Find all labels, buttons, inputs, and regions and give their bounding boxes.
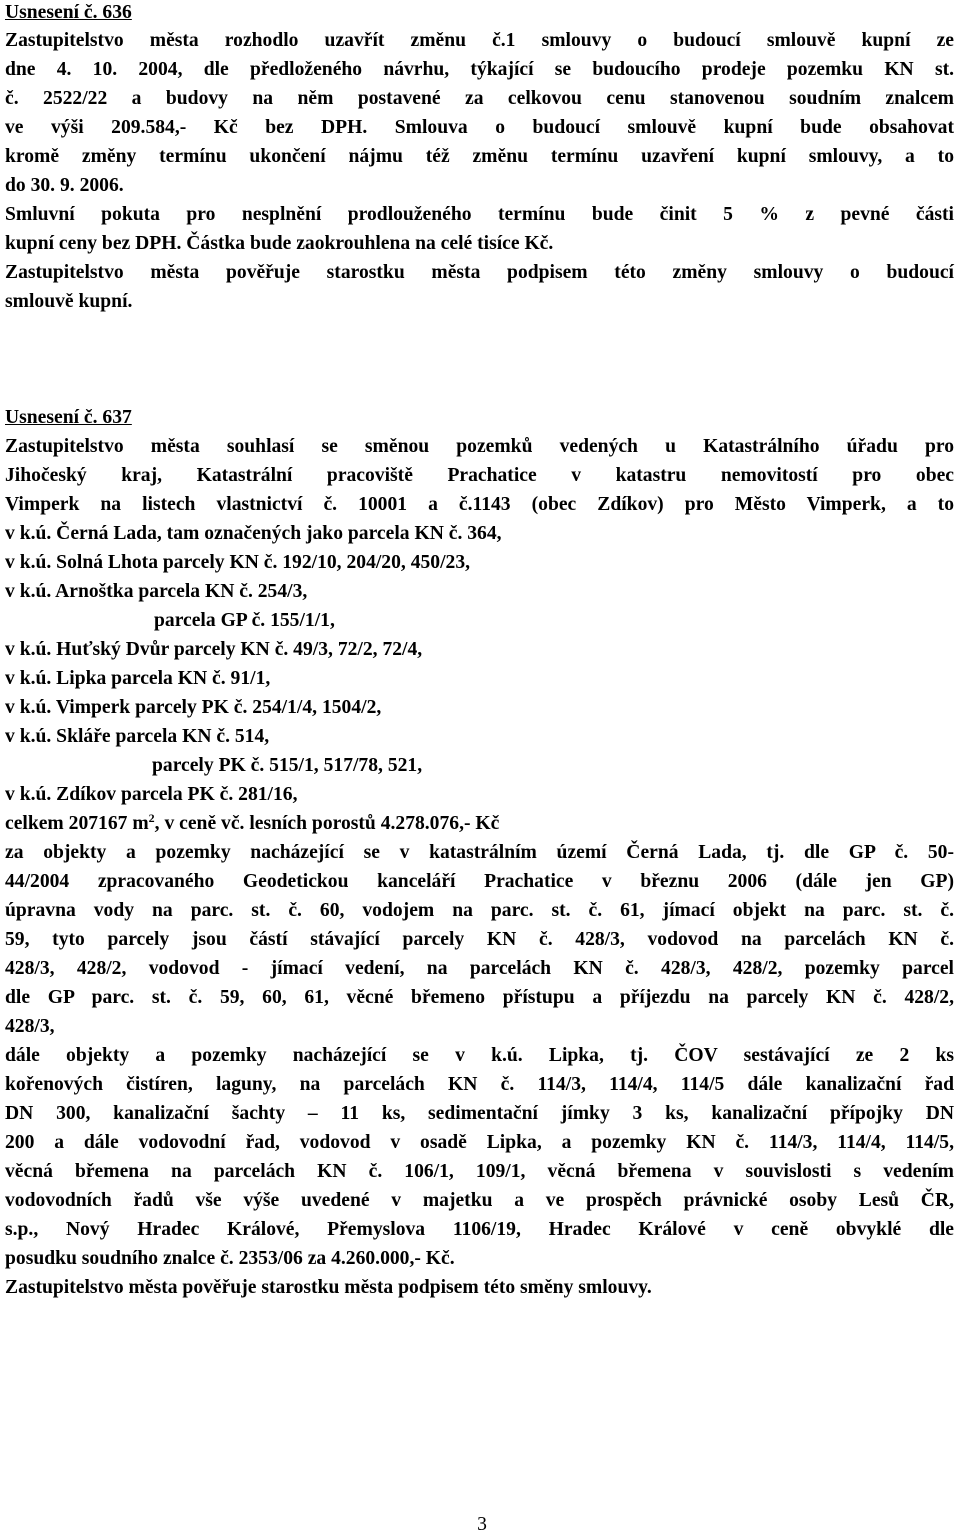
text-line: kořenových čistíren, laguny, na parcelách KN č. 114/3, 114/4, 114/5 dále kanalizační řad (5, 1074, 954, 1095)
parcel-line: v k.ú. Lipka parcela KN č. 91/1, (5, 668, 271, 689)
parcel-line: v k.ú. Vimperk parcely PK č. 254/1/4, 1504/2, (5, 697, 382, 718)
parcel-line: parcela GP č. 155/1/1, (154, 610, 335, 631)
total-area-text: celkem 207167 m (5, 813, 149, 834)
text-line: ve výši 209.584,- Kč bez DPH. Smlouva o budoucí smlouvě kupní bude obsahovat (5, 117, 954, 138)
text-line: Vimperk na listech vlastnictví č. 10001 a č.1143 (obec Zdíkov) pro Město Vimperk, a to (5, 494, 954, 515)
text-line: posudku soudního znalce č. 2353/06 za 4.260.000,- Kč. (5, 1248, 455, 1269)
parcel-line: v k.ú. Skláře parcela KN č. 514, (5, 726, 270, 747)
total-price-text: , v ceně vč. lesních porostů 4.278.076,- Kč (154, 813, 500, 834)
page-number: 3 (477, 1514, 487, 1535)
text-line: Jihočeský kraj, Katastrální pracoviště Prachatice v katastru nemovitostí pro obec (5, 465, 954, 486)
text-line: dále objekty a pozemky nacházející se v k.ú. Lipka, tj. ČOV sestávající ze 2 ks (5, 1045, 954, 1066)
text-line: Smluvní pokuta pro nesplnění prodlouženého termínu bude činit 5 % z pevné části (5, 204, 954, 225)
text-line: kromě změny termínu ukončení nájmu též změnu termínu uzavření kupní smlouvy, a to (5, 146, 954, 167)
text-line: 200 a dále vodovodní řad, vodovod v osadě Lipka, a pozemky KN č. 114/3, 114/4, 114/5, (5, 1132, 954, 1153)
parcel-line: parcely PK č. 515/1, 517/78, 521, (152, 755, 423, 776)
text-line: 428/3, 428/2, vodovod - jímací vedení, na parcelách KN č. 428/3, 428/2, pozemky parcel (5, 958, 954, 979)
text-line: 44/2004 zpracovaného Geodetickou kanceláří Prachatice v březnu 2006 (dále jen GP) (5, 871, 954, 892)
parcel-line: v k.ú. Černá Lada, tam označených jako parcela KN č. 364, (5, 523, 502, 544)
text-line: kupní ceny bez DPH. Částka bude zaokrouhlena na celé tisíce Kč. (5, 233, 554, 254)
parcel-line: v k.ú. Solná Lhota parcely KN č. 192/10, 204/20, 450/23, (5, 552, 471, 573)
text-line: Zastupitelstvo města pověřuje starostku města podpisem této směny smlouvy. (5, 1277, 652, 1298)
resolution-637-heading: Usnesení č. 637 (5, 407, 132, 428)
text-line: s.p., Nový Hradec Králové, Přemyslova 1106/19, Hradec Králové v ceně obvyklé dle (5, 1219, 954, 1240)
total-area-line (5, 812, 954, 836)
parcel-line: v k.ú. Zdíkov parcela PK č. 281/16, (5, 784, 298, 805)
text-line: úpravna vody na parc. st. č. 60, vodojem na parc. st. č. 61, jímací objekt na parc. st. č. (5, 900, 954, 921)
text-line: 59, tyto parcely jsou částí stávající parcely KN č. 428/3, vodovod na parcelách KN č. (5, 929, 954, 950)
parcel-line: v k.ú. Arnoštka parcela KN č. 254/3, (5, 581, 308, 602)
resolution-636-heading: Usnesení č. 636 (5, 2, 132, 23)
text-line: smlouvě kupní. (5, 291, 133, 312)
text-line: DN 300, kanalizační šachty – 11 ks, sedimentační jímky 3 ks, kanalizační přípojky DN (5, 1103, 954, 1124)
text-line: 428/3, (5, 1016, 55, 1037)
text-line: vodovodních řadů vše výše uvedené v majetku a ve prospěch právnické osoby Lesů ČR, (5, 1190, 954, 1211)
text-line: dne 4. 10. 2004, dle předloženého návrhu, týkající se budoucího prodeje pozemku KN st. (5, 59, 954, 80)
text-line: do 30. 9. 2006. (5, 175, 124, 196)
text-line: č. 2522/22 a budovy na něm postavené za celkovou cenu stanovenou soudním znalcem (5, 88, 954, 109)
text-line: Zastupitelstvo města pověřuje starostku města podpisem této změny smlouvy o budoucí (5, 262, 954, 283)
text-line: věcná břemena na parcelách KN č. 106/1, 109/1, věcná břemena v souvislosti s vedením (5, 1161, 954, 1182)
text-line: dle GP parc. st. č. 59, 60, 61, věcné břemeno přístupu a příjezdu na parcely KN č. 428/2, (5, 987, 954, 1008)
text-line: Zastupitelstvo města rozhodlo uzavřít změnu č.1 smlouvy o budoucí smlouvě kupní ze (5, 30, 954, 51)
text-line: za objekty a pozemky nacházející se v katastrálním území Černá Lada, tj. dle GP č. 50- (5, 842, 954, 863)
parcel-line: v k.ú. Huťský Dvůr parcely KN č. 49/3, 72/2, 72/4, (5, 639, 423, 660)
text-line: Zastupitelstvo města souhlasí se směnou pozemků vedených u Katastrálního úřadu pro (5, 436, 954, 457)
area-unit-exponent: 2 (148, 811, 155, 825)
